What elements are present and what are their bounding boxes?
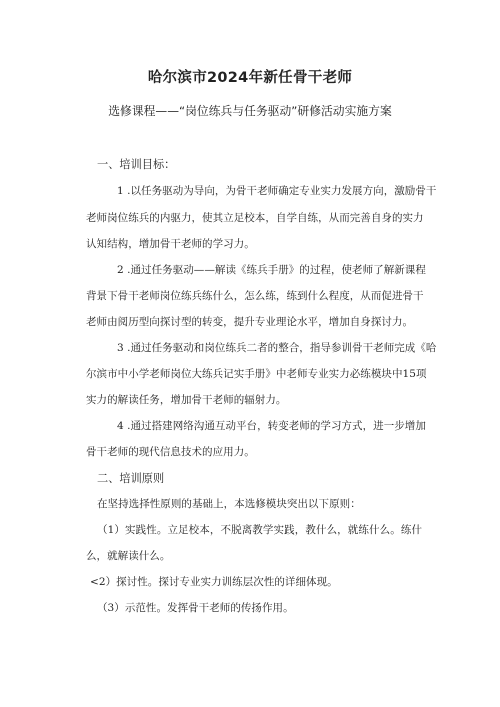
- section-heading-principles: 二、培训原则: [97, 472, 165, 485]
- list-item: （3）示范性。发挥骨干老师的传扬作用。: [97, 602, 294, 614]
- paragraph-line: 3 .通过任务驱动和岗位练兵二者的整合，指导参训骨干老师完成《哈: [117, 342, 437, 354]
- paragraph-line: 1 .以任务驱动为导向，为骨干老师确定专业实力发展方向，激励骨干: [117, 185, 437, 197]
- paragraph-line: 4 .通过搭建网络沟通互动平台，转变老师的学习方式，进一步增加: [117, 420, 426, 432]
- paragraph-line: 老师由阅历型向探讨型的转变，提升专业理论水平，增加自身探讨力。: [86, 316, 414, 328]
- paragraph-line: 老师岗位练兵的内驱力，使其立足校本，自学自练，从而完善自身的实力: [86, 212, 424, 224]
- document-title: 哈尔滨市2024年新任骨干老师: [147, 70, 353, 86]
- paragraph-line: 2 .通过任务驱动——解读《练兵手册》的过程，使老师了解新课程: [117, 264, 426, 276]
- paragraph-line: 骨干老师的现代信息技术的应用力。: [86, 446, 255, 458]
- list-item: 么，就解读什么。: [86, 550, 171, 562]
- paragraph-line: 在坚持选择性原则的基础上，本选修模块突出以下原则：: [97, 498, 361, 510]
- list-item: （1）实践性。立足校本，不脱离教学实践，教什么，就练什么。练什: [97, 524, 422, 536]
- paragraph-line: 背景下骨干老师岗位练兵练什么，怎么练，练到什么程度，从而促进骨干: [86, 290, 424, 302]
- list-item: <2）探讨性。探讨专业实力训练层次性的详细体现。: [90, 576, 338, 588]
- section-heading-goals: 一、培训目标：: [97, 158, 176, 171]
- document-subtitle: 选修课程——“岗位练兵与任务驱动”研修活动实施方案: [108, 104, 392, 118]
- paragraph-line: 尔滨市中小学老师岗位大练兵记实手册》中老师专业实力必练模块中15项: [86, 368, 427, 380]
- paragraph-line: 实力的解读任务，增加骨干老师的辐射力。: [86, 394, 287, 406]
- paragraph-line: 认知结构，增加骨干老师的学习力。: [86, 238, 255, 250]
